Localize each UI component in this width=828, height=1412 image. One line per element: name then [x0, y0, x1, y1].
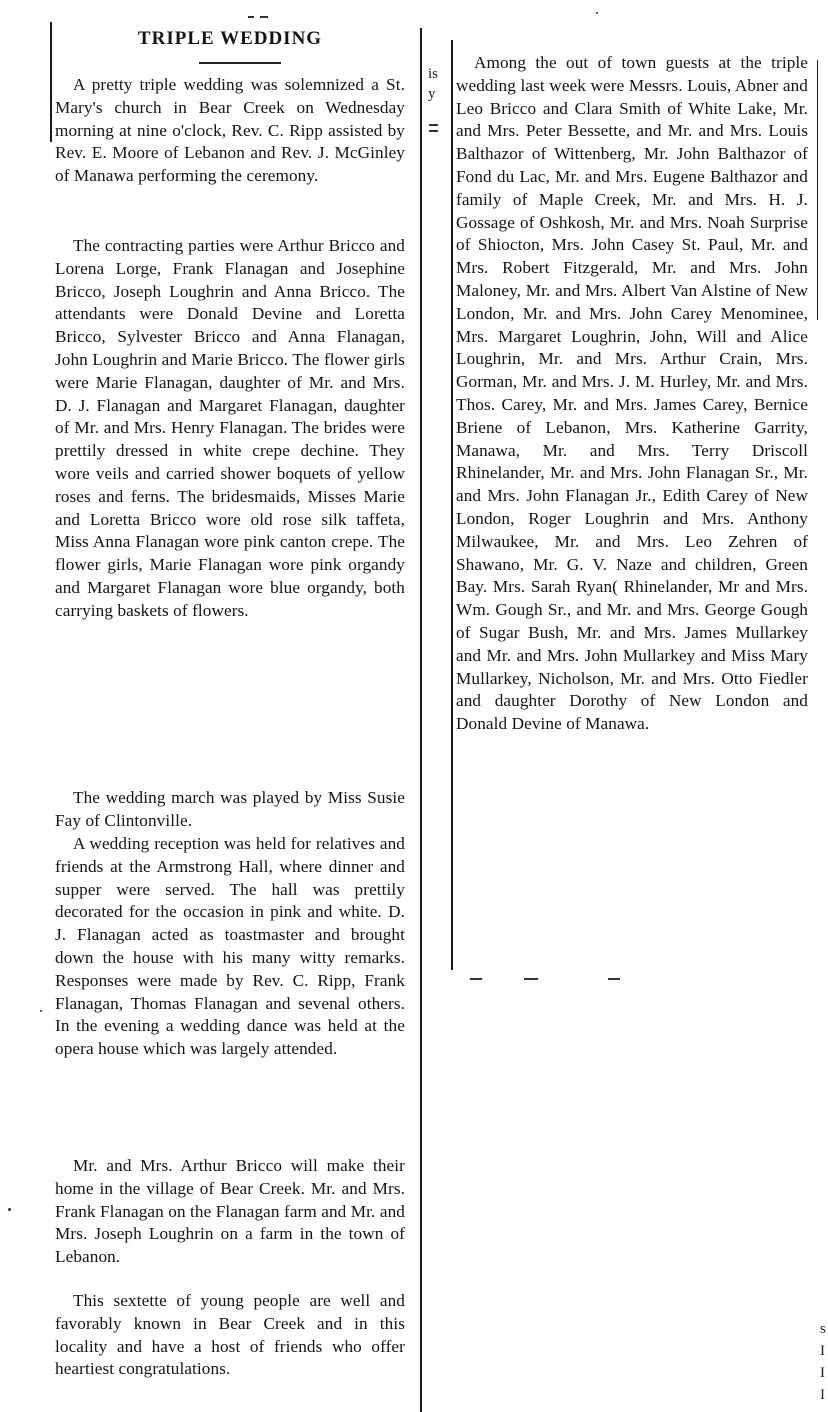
gutter-fragment: [428, 64, 438, 104]
left-margin-rule: [50, 22, 52, 142]
headline-rule: [199, 62, 281, 64]
paragraph-congratulations: This sextette of young people are well and favorably known in Bear Creek and in this locality and have a host of friends who offer heartiest congratulations.: [55, 1291, 405, 1379]
top-dash-2: [260, 16, 268, 18]
right-edge-fragment: s I I I: [820, 1321, 826, 1403]
gutter-mark: [429, 124, 438, 126]
speck: [40, 1010, 42, 1012]
column-rule-right: [451, 40, 453, 970]
gutter-fragment-line-1: is: [428, 66, 439, 82]
right-edge-rule: [817, 60, 818, 320]
paragraph-ceremony: A pretty triple wedding was solemnized a St. Mary's church in Bear Creek on Wednesday morning at nine o'clock, Rev. C. Ripp assisted by Rev. E. Moore of Lebanon and Rev. J. McGinley of Manawa performing the ceremony.: [55, 75, 405, 186]
paragraph-contracting-parties: The contracting parties were Arthur Bricco and Lorena Lorge, Frank Flanagan and Josephine Bricco, Joseph Loughrin and Anna Bricco. The attendants were Donald Devine and Loretta Bricco, Sylvester Bricco and Anna Flanagan, John Loughrin and Marie Bricco. The flower girls were Marie Flanagan, daughter of Mr. and Mrs. D. J. Flanagan and Margaret Flanagan, daughter of Mr. and Mrs. Henry Flanagan. The brides were prettily dressed in white crepe dechine. They wore veils and carried shower boquets of yellow roses and ferns. The bridesmaids, Misses Marie and Loretta Bricco wore old rose silk taffeta, Miss Anna Flanagan wore pink canton crepe. The flower girls, Marie Flanagan wore pink organdy and Margaret Flanagan wore blue organdy, both carrying baskets of flowers.: [55, 236, 405, 620]
end-dash-3: [608, 978, 620, 980]
headline: TRIPLE WEDDING: [137, 28, 323, 49]
end-dash-2: [524, 978, 538, 980]
gutter-fragment-line-2: y: [428, 86, 436, 102]
paragraph-guests: Among the out of town guests at the triple wedding last week were Messrs. Louis, Abner and Leo Bricco and Clara Smith of White Lake, Mr. and Mrs. Peter Bessette, and Mr. and Mrs. Louis Balthazor of Wittenberg, Mr. John Balthazor of Fond du Lac, Mr. and Mrs. Eugene Balthazor and family of Maple Creek, Mr. and Mrs. H. J. Gossage of Oshkosh, Mr. and Mrs. Noah Surprise of Shiocton, Mrs. John Casey St. Paul, Mr. and Mrs. Robert Fitzgerald, Mr. and Mrs. John Maloney, Mr. and Mrs. Albert Van Alstine of New London, Mr. and Mrs. John Carey Menominee, Mrs. Margaret Loughrin, John, Will and Alice Loughrin, Mr. and Mrs. Arthur Crain, Mrs. Gorman, Mr. and Mrs. J. M. Hurley, Mr. and Mrs. Thos. Carey, Mr. and Mrs. James Carey, Bernice Briene of Lebanon, Mrs. Katherine Garrity, Manawa, Mr. and Mrs. Terry Driscoll Rhinelander, Mr. and Mrs. John Flanagan Sr., Mr. and Mrs. John Flanagan Jr., Edith Carey of New London, Roger Loughrin and Mrs. Anthony Milwaukee, Mr. and Mrs. Leo Zehren of Shawano, Mr. G. V. Naze and children, Green Bay. Mrs. Sarah Ryan( Rhinelander, Mr and Mrs. Wm. Gough Sr., and Mr. and Mrs. George Gough of Sugar Bush, Mr. and Mrs. James Mullarkey and Mr. and Mrs. John Mullarkey and Miss Mary Mullarkey, Nicholson, Mr. and Mrs. Otto Fiedler and daughter Dorothy of New London and Donald Devine of Manawa.: [456, 53, 808, 734]
speck: [8, 1208, 11, 1211]
paragraph-new-homes: Mr. and Mrs. Arthur Bricco will make their home in the village of Bear Creek. Mr. and Mrs. Frank Flanagan on the Flanagan farm and Mr. and Mrs. Joseph Loughrin on a farm in the town of Lebanon.: [55, 1156, 405, 1267]
gutter-mark-2: [429, 130, 438, 132]
end-dash-1: [470, 978, 482, 980]
paragraph-wedding-march: The wedding march was played by Miss Susie Fay of Clintonville.: [55, 788, 405, 830]
paragraph-reception: A wedding reception was held for relatives and friends at the Armstrong Hall, where dinner and supper were served. The hall was prettily decorated for the occasion in pink and white. D. J. Flanagan acted as toastmaster and brought down the house with his many witty remarks. Responses were made by Rev. C. Ripp, Frank Flanagan, Thomas Flanagan and sevenal others. In the evening a wedding dance was held at the opera house which was largely attended.: [55, 834, 405, 1059]
top-dash-1: [248, 16, 254, 18]
column-rule-left: [420, 28, 422, 1412]
speck: [596, 12, 598, 14]
